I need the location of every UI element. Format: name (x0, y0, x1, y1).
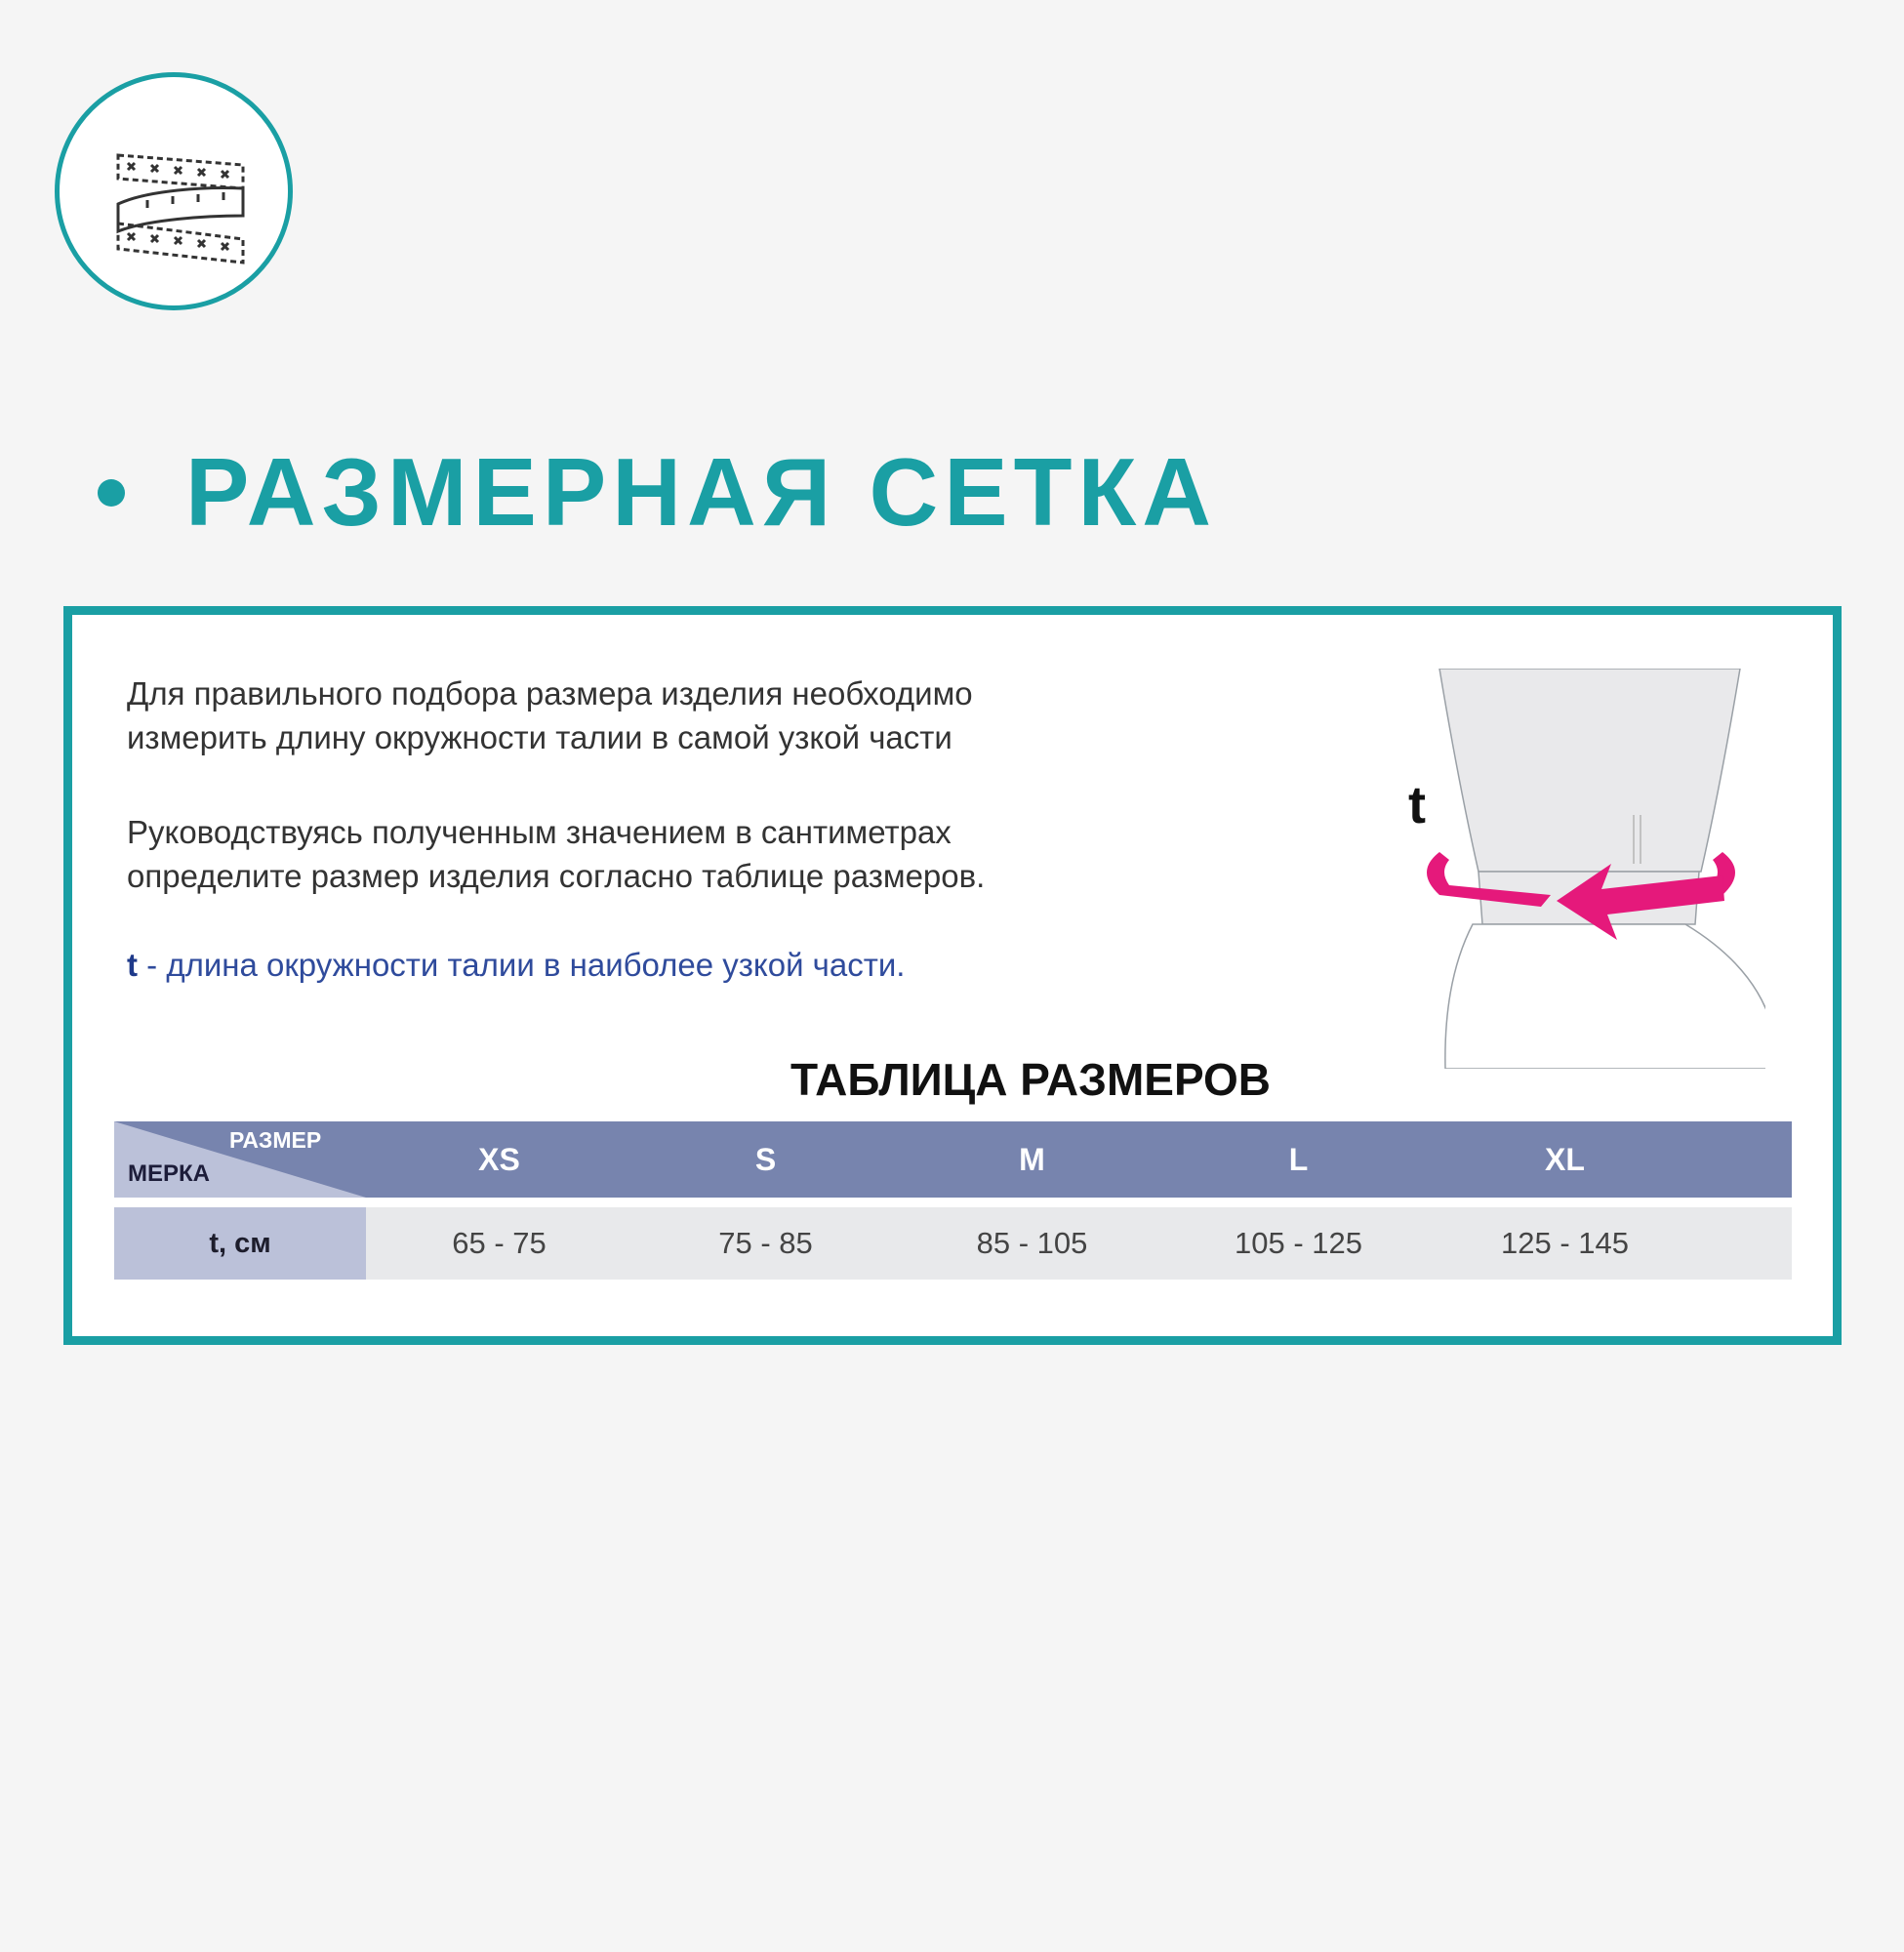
table-cell-s: 75 - 85 (718, 1226, 813, 1260)
size-table-title: ТАБЛИЦА РАЗМЕРОВ (790, 1054, 1272, 1105)
belt-logo (55, 72, 293, 310)
instructions-line: определите размер изделия согласно таблице размеров. (127, 858, 986, 894)
size-header-m: M (1019, 1141, 1045, 1177)
size-header-l: L (1288, 1141, 1309, 1177)
instructions-line: Для правильного подбора размера изделия необходимо (127, 675, 973, 712)
size-header-xl: XL (1545, 1141, 1585, 1177)
table-corner-cell (114, 1121, 366, 1198)
waist-measure-illustration (1385, 669, 1765, 1074)
table-cell-xl: 125 - 145 (1501, 1226, 1629, 1260)
legend-symbol: t (127, 947, 138, 983)
table-cell-xs: 65 - 75 (452, 1226, 547, 1260)
size-table (114, 1121, 1792, 1280)
size-header-s: S (754, 1141, 777, 1177)
instructions-line: Руководствуясь полученным значением в сантиметрах (127, 814, 952, 850)
row-measure-label: t, см (114, 1207, 366, 1280)
table-row (114, 1207, 1792, 1280)
table-cell-l: 105 - 125 (1235, 1226, 1362, 1260)
figure-label: t (1408, 776, 1426, 834)
bullet-icon (98, 479, 125, 507)
size-guide-panel (63, 606, 1842, 1345)
instructions-paragraph-1 (127, 671, 1103, 759)
table-cell-m: 85 - 105 (976, 1226, 1088, 1260)
legend-text: - длина окружности талии в наиболее узкой части. (138, 947, 906, 983)
size-header-xs: XS (478, 1141, 520, 1177)
size-table-header (114, 1121, 1792, 1198)
section-heading (90, 437, 1217, 548)
corner-measure-label: МЕРКА (128, 1160, 210, 1187)
belt-icon (108, 126, 249, 266)
instructions-paragraph-2 (127, 810, 1103, 898)
corner-size-label: РАЗМЕР (229, 1127, 322, 1153)
measurement-legend (127, 947, 905, 984)
section-title-text: РАЗМЕРНАЯ СЕТКА (185, 438, 1218, 546)
instructions-line: измерить длину окружности талии в самой узкой части (127, 719, 952, 755)
